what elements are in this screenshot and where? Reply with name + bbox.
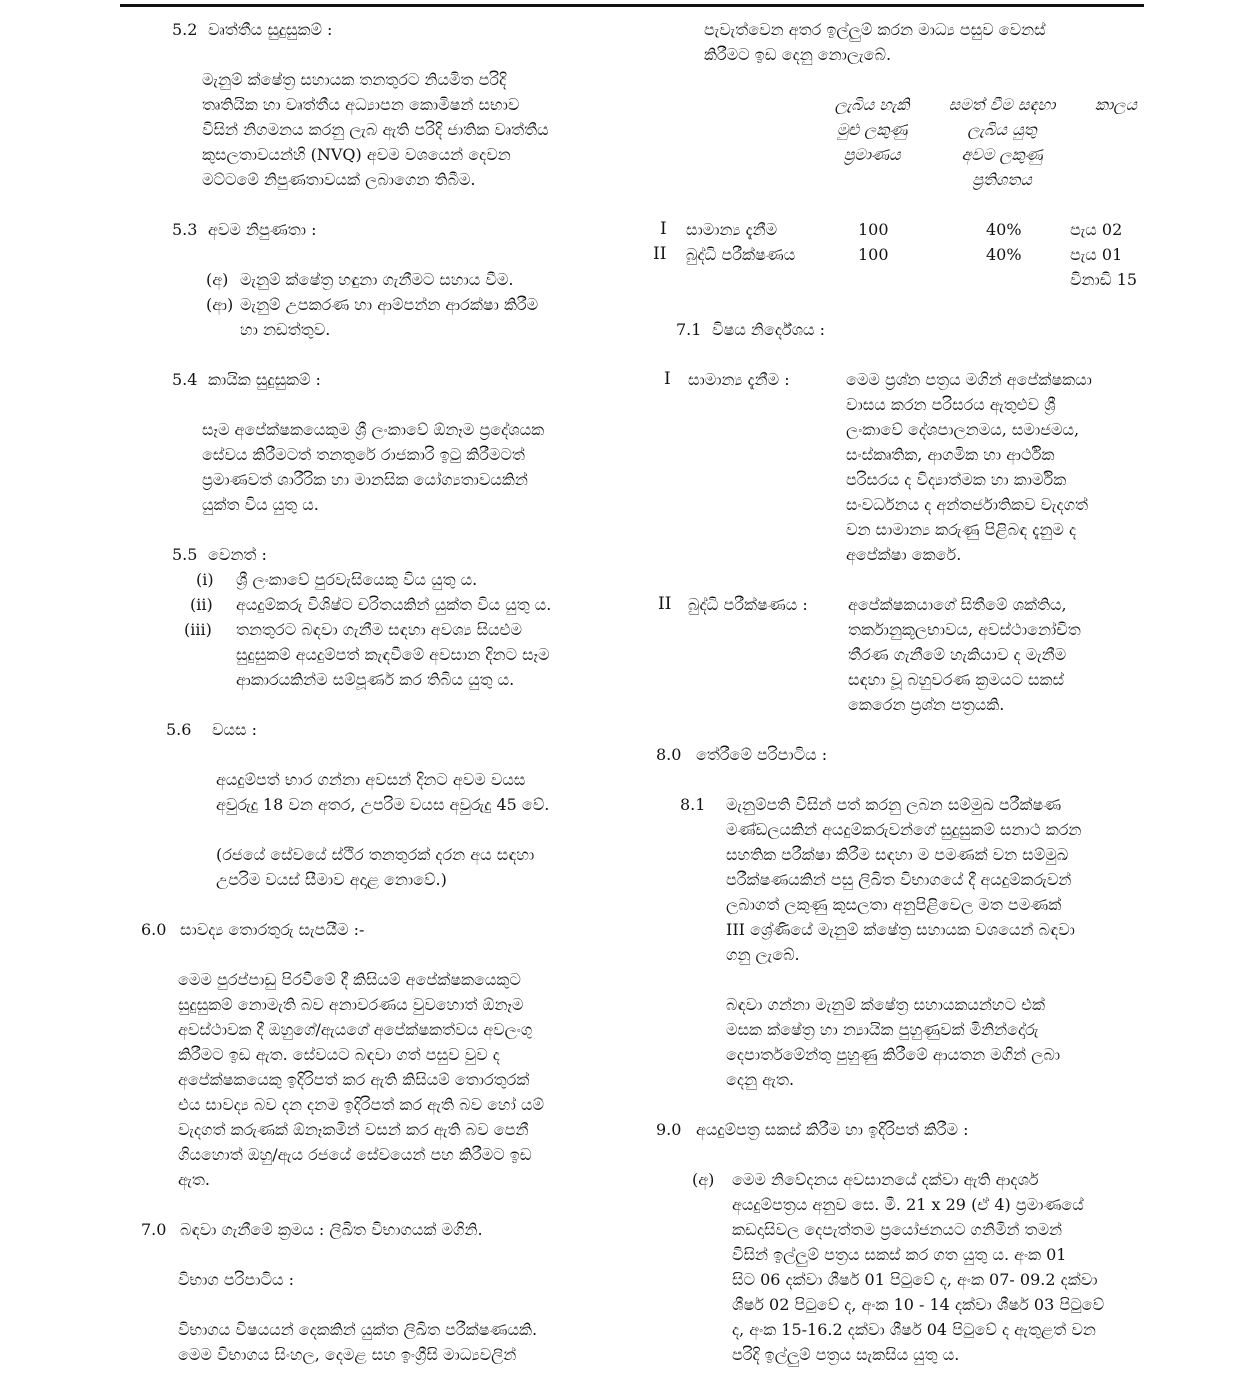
section-9-0-number: 9.0	[656, 1120, 682, 1139]
section-8-0-number: 8.0	[656, 745, 682, 764]
text-line: අයදුම්පත්‍රය අනුව සෙ. මී. 21 x 29 (ඒ 4) ප්‍රමාණයේ	[732, 1195, 1084, 1214]
text-line: ගනු ලැබේ.	[726, 945, 800, 964]
section-5-6-number: 5.6	[166, 720, 192, 739]
table-row-roman: I	[660, 219, 667, 239]
text-line: කුසලතාවයන්හි (NVQ) අවම වශයෙන් දෙවන	[202, 145, 511, 164]
text-line: වැදගත් කරුණක් ඕනෑකමින් වසන් කර ඇති බව පෙනී	[178, 1120, 529, 1139]
section-6-0-body	[178, 967, 616, 1192]
header-line: ප්‍රතිශතය	[972, 170, 1032, 189]
table-header-pass-mark	[932, 92, 1072, 192]
text-line: අපේක්ෂා කෙරේ.	[846, 545, 962, 564]
text-line: වන සාමාන්‍ය කරුණු පිළිබඳ දැනුම ද	[846, 520, 1077, 539]
section-5-3-number: 5.3	[172, 220, 198, 239]
section-5-5-number: 5.5	[172, 545, 198, 564]
text-line: අවුරුදු 18 වන අතර, උපරිම වයස අවුරුදු 45 වේ.	[216, 795, 550, 814]
section-9-0-title: අයදුම්පත්‍ර සකස් කිරීම හා ඉදිරිපත් කිරීම :	[696, 1120, 969, 1139]
section-5-6-body	[216, 767, 616, 817]
section-5-5-title: වෙනත් :	[208, 545, 267, 564]
section-8-1-number: 8.1	[680, 795, 706, 814]
header-line: අවම ලකුණු	[961, 145, 1043, 164]
list-marker: (iii)	[184, 620, 212, 639]
list-marker: (i)	[196, 570, 214, 589]
syllabus-roman: I	[664, 369, 671, 389]
text-line: සහතික පරීක්ෂා කිරීම සඳහා ම පමණක් වන සම්මුඛ	[726, 845, 1069, 864]
text-line: අපේක්ෂකයෙකු ඉදිරිපත් කර ඇති කිසියම් තොරතුරක්	[178, 1070, 530, 1089]
syllabus-general-knowledge	[846, 367, 1144, 567]
text-line: ශීර්ෂ 02 පිටුවේ ද, අංක 10 - 14 දක්වා ශීර්ෂ 03 පිටුවේ	[732, 1295, 1105, 1314]
section-7-0-title: බඳවා ගැනීමේ ක්‍රමය : ලිඛිත විභාගයක් මගිනි.	[180, 1220, 483, 1239]
section-6-0-title: සාවද්‍ය තොරතුරු සැපයීම :-	[180, 920, 365, 939]
text-line: යුක්ත විය යුතු ය.	[202, 495, 319, 514]
text-line: තර්කානුකූලභාවය, අවස්ථානෝචිත	[848, 620, 1081, 639]
table-header-total-marks	[820, 92, 924, 167]
table-cell-subject: සාමාන්‍ය දැනීම	[686, 220, 778, 239]
section-5-3-title: අවම නිපුණතා :	[208, 220, 317, 239]
text-line: ලංකාවේ දේශපාලනමය, සමාජමය,	[846, 420, 1080, 439]
text-line: සඳහා වූ බහුවරණ ක්‍රමයට සකස්	[848, 670, 1065, 689]
section-6-0-number: 6.0	[141, 920, 167, 939]
table-cell-time: පැය 02	[1070, 220, 1123, 239]
top-rule	[120, 4, 1144, 7]
section-7-1-title: විෂය නිර්දේශය :	[712, 320, 826, 339]
text-line: සේවය කිරීමටත් තනතුරේ රාජකාරි ඉටු කිරීමටත්	[202, 445, 525, 464]
table-cell-subject: බුද්ධි පරීක්ෂණය	[686, 245, 796, 264]
text-line: කිරීමට ඉඩ දෙනු නොලැබේ.	[704, 45, 892, 64]
list-item-continuation: හා නඩත්තුව.	[240, 320, 331, 339]
section-5-2-body	[202, 67, 616, 192]
text-line: සෑම අපේක්ෂකයෙකුම ශ්‍රී ලංකාවේ ඕනෑම ප්‍රදේශයක	[202, 420, 545, 439]
table-cell-time: විනාඩි 15	[1070, 270, 1138, 289]
text-line: අයදුම්පත් භාර ගන්නා අවසන් දිනට අවම වයස	[216, 770, 526, 789]
list-marker: (අ)	[692, 1170, 715, 1189]
section-7-0-body	[178, 1317, 616, 1367]
syllabus-label: සාමාන්‍ය දැනීම :	[688, 370, 790, 389]
syllabus-roman: II	[658, 594, 672, 614]
text-line: මැනුම්පති විසින් පත් කරනු ලබන සම්මුඛ පරීක්ෂණ	[726, 795, 1062, 814]
table-cell-time: පැය 01	[1070, 245, 1123, 264]
list-item	[236, 617, 616, 692]
header-line: සමත් වීම සඳහා	[948, 95, 1056, 114]
text-line: ඇත.	[178, 1170, 210, 1189]
text-line: තනතුරට බඳවා ගැනීම සඳහා අවශ්‍ය සියළුම	[236, 620, 522, 639]
section-5-4-number: 5.4	[172, 370, 198, 389]
section-5-4-body	[202, 417, 616, 517]
text-line: ලබාගත් ලකුණු කුසලතා අනුපිළිවෙල මත පමණක්	[726, 895, 1062, 914]
text-line: පරිදි ඉල්ලුම් පත්‍රය සැකසිය යුතු ය.	[732, 1345, 960, 1364]
header-line: මුළු ලකුණු	[836, 120, 908, 139]
list-marker: (අ)	[206, 270, 229, 289]
text-line: තීරණ ගැනීමේ හැකියාව ද මැනීම	[848, 645, 1067, 664]
syllabus-label: බුද්ධි පරීක්ෂණය :	[688, 595, 808, 614]
text-line: මෙම ප්‍රශ්න පත්‍රය මගින් අපේක්ෂකයා	[846, 370, 1092, 389]
section-9-0-body	[732, 1167, 1144, 1367]
list-item: ශ්‍රී ලංකාවේ පුරවැසියෙකු විය යුතු ය.	[236, 570, 478, 589]
header-line: ලැබිය හැකි	[834, 95, 910, 114]
section-5-6-title: වයස :	[212, 720, 257, 739]
text-line: දෙනු ඇත.	[726, 1070, 795, 1089]
text-line: ආකාරයකින්ම සම්පූර්ණ කර තිබිය යුතු ය.	[236, 670, 515, 689]
text-line: කෙරෙන ප්‍රශ්න පත්‍රයකි.	[848, 695, 1005, 714]
section-5-6-note	[216, 842, 616, 892]
syllabus-intelligence-test	[848, 592, 1144, 717]
text-line: උපරිම වයස් සීමාව අදාළ නොවේ.)	[216, 870, 447, 889]
text-line: පැවැත්වෙන අතර ඉල්ලුම් කරන මාධ්‍ය පසුව වෙනස්	[704, 20, 1046, 39]
list-marker: (ii)	[190, 595, 213, 614]
table-cell-pass: 40%	[986, 220, 1022, 239]
text-line: සුදුසුකම් නොමැති බව අනාවරණය වුවහොත් ඕනෑම	[178, 995, 524, 1014]
section-8-1-body	[726, 792, 1144, 967]
list-item: මැනුම් උපකරණ හා ආම්පන්න ආරක්ෂා කිරීම	[240, 295, 539, 314]
table-cell-total: 100	[858, 245, 889, 264]
text-line: ප්‍රමාණවත් ශාරීරික හා මානසික යෝග්‍යතාවයකින්	[202, 470, 528, 489]
text-line: සිට 06 දක්වා ශීර්ෂ 01 පිටුවේ ද, අංක 07- 09.2 දක්වා	[732, 1270, 1098, 1289]
text-line: විභාගය විෂයයන් දෙකකින් යුක්ත ලිඛිත පරීක්ෂණයකි.	[178, 1320, 538, 1339]
section-8-0-title: තේරීමේ පරිපාටිය :	[696, 745, 828, 764]
table-row-roman: II	[653, 244, 667, 264]
text-line: මණ්ඩලයකින් අයදුම්කරුවන්ගේ සුදුසුකම් සනාථ කරන	[726, 820, 1082, 839]
list-item: මැනුම් ක්ෂේත්‍ර හඳුනා ගැනීමට සහාය වීම.	[240, 270, 514, 289]
text-line: අවස්ථාවක දී ඔහුගේ/ඇයගේ අපේක්ෂකත්වය අවලංගු	[178, 1020, 533, 1039]
text-line: අපේක්ෂකයාගේ සිතීමේ ශක්තිය,	[848, 595, 1067, 614]
section-8-1-training	[726, 992, 1144, 1092]
section-7-0-number: 7.0	[141, 1220, 167, 1239]
text-line: සුදුසුකම් අයදුම්පත් කැඳවීමේ අවසාන දිනට සෑම	[236, 645, 550, 664]
text-line: විසින් ඉල්ලුම් පත්‍රය සකස් කර ගත යුතු ය. අංක 01	[732, 1245, 1067, 1264]
text-line: මෙම නිවේදනය අවසානයේ දක්වා ඇති ආදර්ශ	[732, 1170, 1039, 1189]
text-line: කිරීමට ඉඩ ඇත. සේවයට බඳවා ගත් පසුව වුව ද	[178, 1045, 500, 1064]
header-line: ප්‍රමාණය	[843, 145, 901, 164]
text-line: පරීක්ෂණයකින් පසු ලිඛිත විභාගයේ දී අයදුම්කරුවන්	[726, 870, 1072, 889]
text-line: තෘතියික හා වෘත්තීය අධ්‍යාපන කොමිෂන් සභාව	[202, 95, 520, 114]
text-line: විසින් නිගමනය කරනු ලැබ ඇති පරිදි ජාතික වෘත්තීය	[202, 120, 549, 139]
header-line: කාලය	[1095, 95, 1137, 114]
section-5-2-title: වෘත්තීය සුදුසුකම් :	[208, 20, 333, 39]
text-line: මසක ක්ෂේත්‍ර හා න්‍යායික පුහුණුවක් මිනින්දෝරු	[726, 1020, 1039, 1039]
text-line: බඳවා ගන්නා මැනුම් ක්ෂේත්‍ර සහායකයන්හට එක්	[726, 995, 1045, 1014]
text-line: සංවර්ධනය ද අන්තර්ජාතිකව වැදගත්	[846, 495, 1089, 514]
header-line: ලැබිය යුතු	[967, 120, 1037, 139]
text-line: වාසය කරන පරිසරය ඇතුළුව ශ්‍රී	[846, 395, 1056, 414]
list-item: අයදුම්කරු විශිෂ්ට චරිතයකින් යුක්ත විය යුතු ය.	[236, 595, 552, 614]
text-line: මෙම පුරප්පාඩු පිරවීමේ දී කිසියම් අපේක්ෂකයෙකුට	[178, 970, 521, 989]
text-line: කඩදාසිවල දෙපැත්තම ප්‍රයෝජනයට ගනිමින් තමන්	[732, 1220, 1063, 1239]
table-header-duration	[1088, 92, 1144, 117]
text-line: දෙපාර්තමේන්තු පුහුණු කිරීමේ ආයතන මගින් ලබා	[726, 1045, 1061, 1064]
table-cell-pass: 40%	[986, 245, 1022, 264]
section-7-0-subheading: විභාග පරිපාටිය :	[178, 1270, 294, 1289]
list-marker: (ආ)	[206, 295, 234, 314]
table-cell-total: 100	[858, 220, 889, 239]
text-line: ගියහොත් ඔහු/ඇය රජයේ සේවයෙන් පහ කිරීමට ඉඩ	[178, 1145, 532, 1164]
section-5-4-title: කායික සුදුසුකම් :	[208, 370, 321, 389]
text-line: ද, අංක 15-16.2 දක්වා ශීර්ෂ 04 පිටුවේ ද ඇතුළත් වන	[732, 1320, 1096, 1339]
text-line: සංස්කෘතික, ආගමික හා ආර්ථික	[846, 445, 1055, 464]
text-line: (රජයේ සේවයේ ස්ථිර තනතුරක් දරන අය සඳහා	[216, 845, 535, 864]
text-line: මට්ටමේ නිපුණතාවයක් ලබාගෙන තිබීම.	[202, 170, 476, 189]
section-5-2-number: 5.2	[172, 20, 198, 39]
text-line: මැනුම් ක්ෂේත්‍ර සහායක තනතුරට නියමිත පරිදි	[202, 70, 507, 89]
continued-text	[704, 17, 1144, 67]
section-7-1-number: 7.1	[676, 320, 702, 339]
text-line: එය සාවද්‍ය බව දන දනම ඉදිරිපත් කර ඇති බව හෝ යම්	[178, 1095, 545, 1114]
text-line: මෙම විභාගය සිංහල, දෙමළ සහ ඉංග්‍රීසි මාධ්‍යවලින්	[178, 1345, 517, 1364]
text-line: III ශ්‍රේණියේ මැනුම් ක්ෂේත්‍ර සහායක වශයෙන් බඳවා	[726, 920, 1075, 939]
text-line: පරිසරය ද විද්‍යාත්මක හා කාර්මික	[846, 470, 1067, 489]
